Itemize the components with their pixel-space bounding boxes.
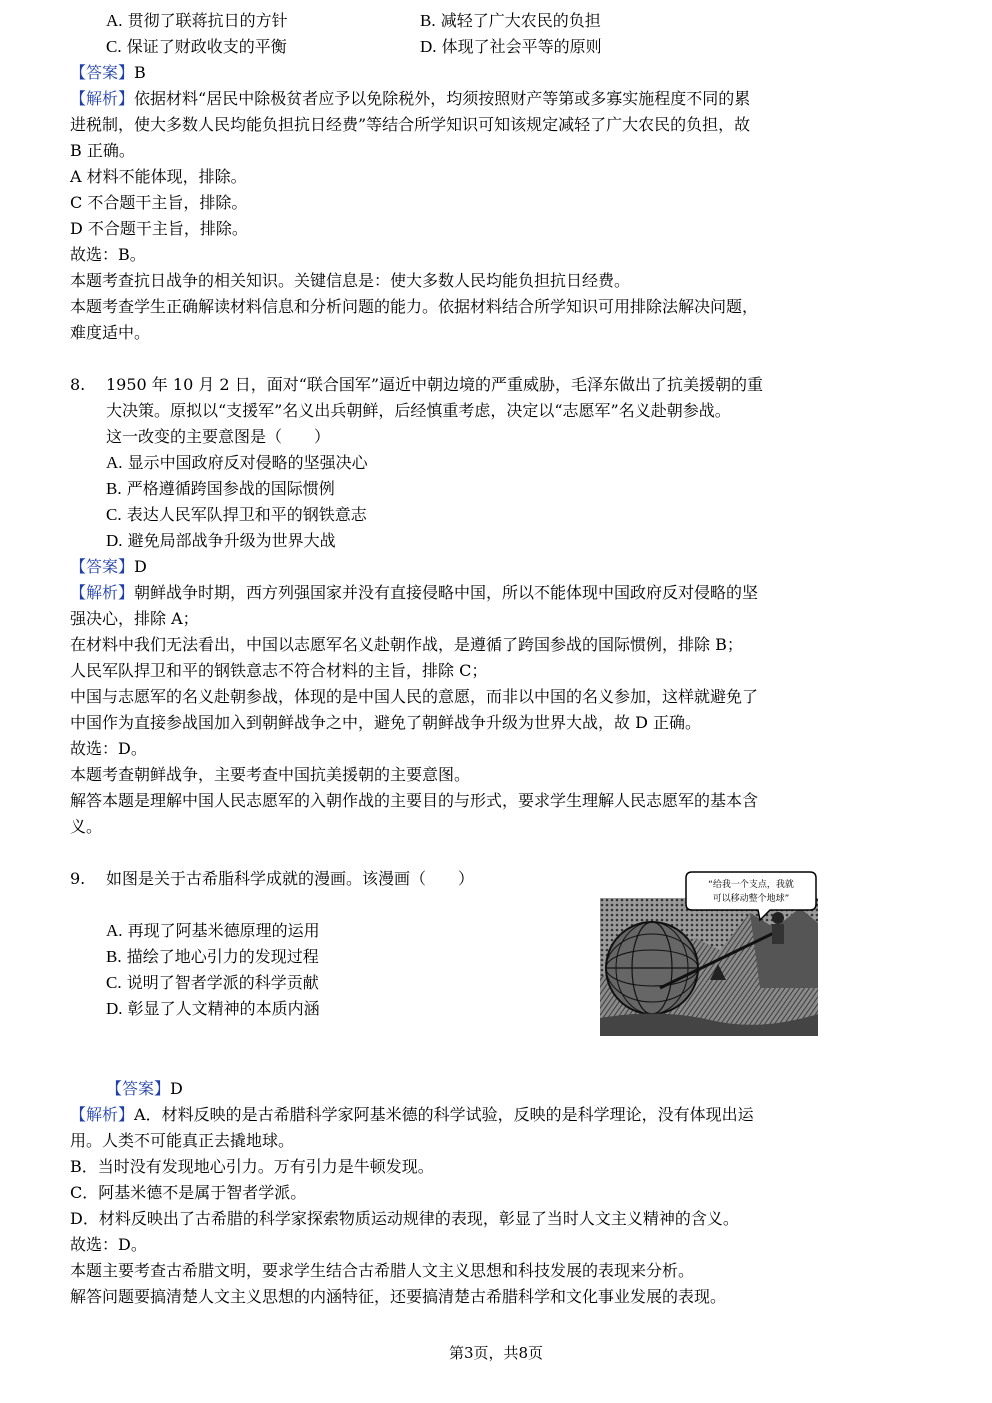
q7-analysis-line: C 不合题干主旨，排除。 bbox=[70, 193, 248, 212]
q8-analysis-line: 义。 bbox=[70, 817, 103, 836]
q8-analysis-line: 故选：D。 bbox=[70, 739, 147, 758]
q8-stem-line: 这一改变的主要意图是（ ） bbox=[106, 427, 331, 446]
q9-analysis-line: B．当时没有发现地心引力。万有引力是牛顿发现。 bbox=[70, 1157, 434, 1176]
q7-analysis-line: 进税制，使大多数人民均能负担抗日经费”等结合所学知识可知该规定减轻了广大农民的负担，故 bbox=[70, 115, 751, 134]
q7-analysis-line: D 不合题干主旨，排除。 bbox=[70, 219, 248, 238]
q9-analysis-line: 【解析】A．材料反映的是古希腊科学家阿基米德的科学试验，反映的是科学理论，没有体现出运 bbox=[70, 1105, 754, 1124]
q7-analysis-line: 【解析】依据材料“居民中除极贫者应予以免除税外，均须按照财产等第或多寡实施程度不同的累 bbox=[70, 89, 751, 108]
page-footer: 第3页，共8页 bbox=[448, 1344, 544, 1362]
q9-answer: 【答案】D bbox=[106, 1079, 183, 1098]
q8-analysis-line: 中国与志愿军的名义赴朝参战，体现的是中国人民的意愿，而非以中国的名义参加，这样就避免了 bbox=[70, 687, 759, 706]
q9-stem: 如图是关于古希脂科学成就的漫画。该漫画（ ） bbox=[106, 869, 475, 888]
q7-answer: 【答案】B bbox=[70, 63, 146, 82]
q8-option-b: B. 严格遵循跨国参战的国际惯例 bbox=[106, 479, 335, 498]
q7-option-c: C. 保证了财政收支的平衡 bbox=[106, 37, 287, 56]
q8-analysis-line: 中国作为直接参战国加入到朝鲜战争之中，避免了朝鲜战争升级为世界大战，故 D 正确。 bbox=[70, 713, 702, 732]
q9-option-c: C. 说明了智者学派的科学贡献 bbox=[106, 973, 319, 992]
q8-stem-line: 1950 年 10 月 2 日，面对“联合国军”逼近中朝边境的严重威胁，毛泽东做出了抗美援朝的重 bbox=[106, 375, 764, 394]
archimedes-cartoon-image bbox=[600, 868, 818, 1036]
q9-analysis-line: 解答问题要搞清楚人文主义思想的内涵特征，还要搞清楚古希腊科学和文化事业发展的表现。 bbox=[70, 1287, 727, 1306]
q7-option-d: D. 体现了社会平等的原则 bbox=[420, 37, 602, 56]
cartoon-bubble-text: 可以移动整个地球” bbox=[712, 894, 790, 904]
q9-option-b: B. 描绘了地心引力的发现过程 bbox=[106, 947, 319, 966]
q8-analysis-line: 【解析】朝鲜战争时期，西方列强国家并没有直接侵略中国，所以不能体现中国政府反对侵略的坚 bbox=[70, 583, 759, 602]
q7-analysis-line: 难度适中。 bbox=[70, 323, 151, 342]
q7-analysis-line: B 正确。 bbox=[70, 141, 135, 160]
q7-analysis-line: 本题考查学生正确解读材料信息和分析问题的能力。依据材料结合所学知识可用排除法解决问题， bbox=[70, 297, 759, 316]
q8-analysis-line: 人民军队捍卫和平的钢铁意志不符合材料的主旨，排除 C； bbox=[70, 661, 488, 680]
q7-option-b: B. 减轻了广大农民的负担 bbox=[420, 11, 601, 30]
q7-analysis-line: 故选：B。 bbox=[70, 245, 146, 264]
q9-number: 9. bbox=[70, 869, 86, 888]
q8-analysis-line: 在材料中我们无法看出，中国以志愿军名义赴朝作战，是遵循了跨国参战的国际惯例，排除 B； bbox=[70, 635, 743, 654]
q7-analysis-line: 本题考查抗日战争的相关知识。关键信息是：使大多数人民均能负担抗日经费。 bbox=[70, 271, 631, 290]
q8-analysis-line: 强决心，排除 A； bbox=[70, 609, 199, 628]
q8-option-d: D. 避免局部战争升级为世界大战 bbox=[106, 531, 336, 550]
q9-analysis-line: 本题主要考查古希腊文明，要求学生结合古希腊人文主义思想和科技发展的表现来分析。 bbox=[70, 1261, 695, 1280]
q8-analysis-line: 本题考查朝鲜战争，主要考查中国抗美援朝的主要意图。 bbox=[70, 765, 471, 784]
q7-analysis-line: A 材料不能体现，排除。 bbox=[70, 167, 247, 186]
q8-analysis-line: 解答本题是理解中国人民志愿军的入朝作战的主要目的与形式，要求学生理解人民志愿军的基本含 bbox=[70, 791, 759, 810]
q8-option-c: C. 表达人民军队捍卫和平的钢铁意志 bbox=[106, 505, 367, 524]
q8-answer: 【答案】D bbox=[70, 557, 147, 576]
q7-option-a: A. 贯彻了联蒋抗日的方针 bbox=[106, 11, 288, 30]
q9-analysis-line: D．材料反映出了古希腊的科学家探索物质运动规律的表现，彰显了当时人文主义精神的含义。 bbox=[70, 1209, 739, 1228]
q8-option-a: A. 显示中国政府反对侵略的坚强决心 bbox=[106, 453, 368, 472]
q8-number: 8. bbox=[70, 375, 86, 394]
q9-analysis-line: 用。人类不可能真正去撬地球。 bbox=[70, 1131, 295, 1150]
q9-analysis-line: 故选：D。 bbox=[70, 1235, 147, 1254]
q8-stem-line: 大决策。原拟以“支援军”名义出兵朝鲜，后经慎重考虑，决定以“志愿军”名义赴朝参战。 bbox=[106, 401, 731, 420]
cartoon-bubble-text: “给我一个支点，我就 bbox=[708, 880, 794, 890]
q9-option-d: D. 彰显了人文精神的本质内涵 bbox=[106, 999, 320, 1018]
q9-analysis-line: C．阿基米德不是属于智者学派。 bbox=[70, 1183, 307, 1202]
q9-option-a: A. 再现了阿基米德原理的运用 bbox=[106, 921, 320, 940]
